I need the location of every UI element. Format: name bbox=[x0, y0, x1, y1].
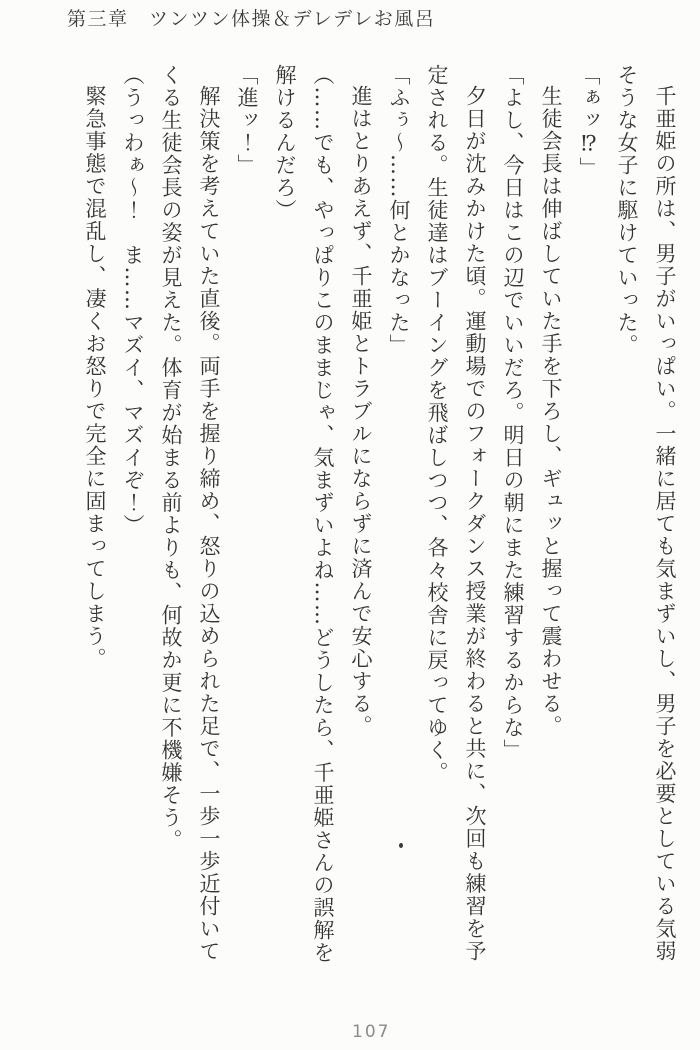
text-line: 定される。生徒達はブーイングを飛ばしつつ、各々校舎に戻ってゆく。 bbox=[425, 64, 449, 784]
chapter-header: 第三章 ツンツン体操＆デレデレお風呂 bbox=[67, 8, 436, 30]
text-line: 「進ッ！」 bbox=[235, 64, 259, 177]
ink-speck bbox=[399, 843, 403, 848]
text-line: 解決策を考えていた直後。両手を握り締め、怒りの込められた足で、一歩一歩近付いて bbox=[197, 85, 221, 963]
text-line: 解けるんだろ） bbox=[273, 64, 297, 222]
text-line: 夕日が沈みかけた頃。運動場でのフォークダンス授業が終わると共に、次回も練習を予 bbox=[463, 85, 487, 963]
page-number: 107 bbox=[352, 1022, 391, 1042]
text-line: （うっわぁ～！ ま……マズイ、マズイぞ！） bbox=[121, 64, 145, 537]
text-line: 千亜姫の所は、男子がいっぱい。一緒に居ても気まずいし、男子を必要としている気弱 bbox=[653, 85, 677, 963]
text-line: 「ぁッ⁉」 bbox=[577, 64, 601, 180]
text-line: 緊急事態で混乱し、凄くお怒りで完全に固まってしまう。 bbox=[83, 85, 107, 670]
text-line: 進はとりあえず、千亜姫とトラブルにならずに済んで安心する。 bbox=[349, 85, 373, 738]
text-line: 「ふぅ～……何とかなった」 bbox=[387, 64, 411, 357]
text-line: （……でも、やっぱりこのままじゃ、気まずいよね……どうしたら、千亜姫さんの誤解を bbox=[311, 64, 335, 964]
text-line: くる生徒会長の姿が見えた。体育が始まる前よりも、何故か更に不機嫌そう。 bbox=[159, 64, 183, 852]
text-line: 「よし、今日はこの辺でいいだろ。明日の朝にまた練習するからな」 bbox=[501, 64, 525, 762]
vertical-text-body bbox=[76, 64, 684, 980]
text-line: 生徒会長は伸ばしていた手を下ろし、ギュッと握って震わせる。 bbox=[539, 85, 563, 738]
text-line: そうな女子に駆けていった。 bbox=[615, 64, 639, 357]
